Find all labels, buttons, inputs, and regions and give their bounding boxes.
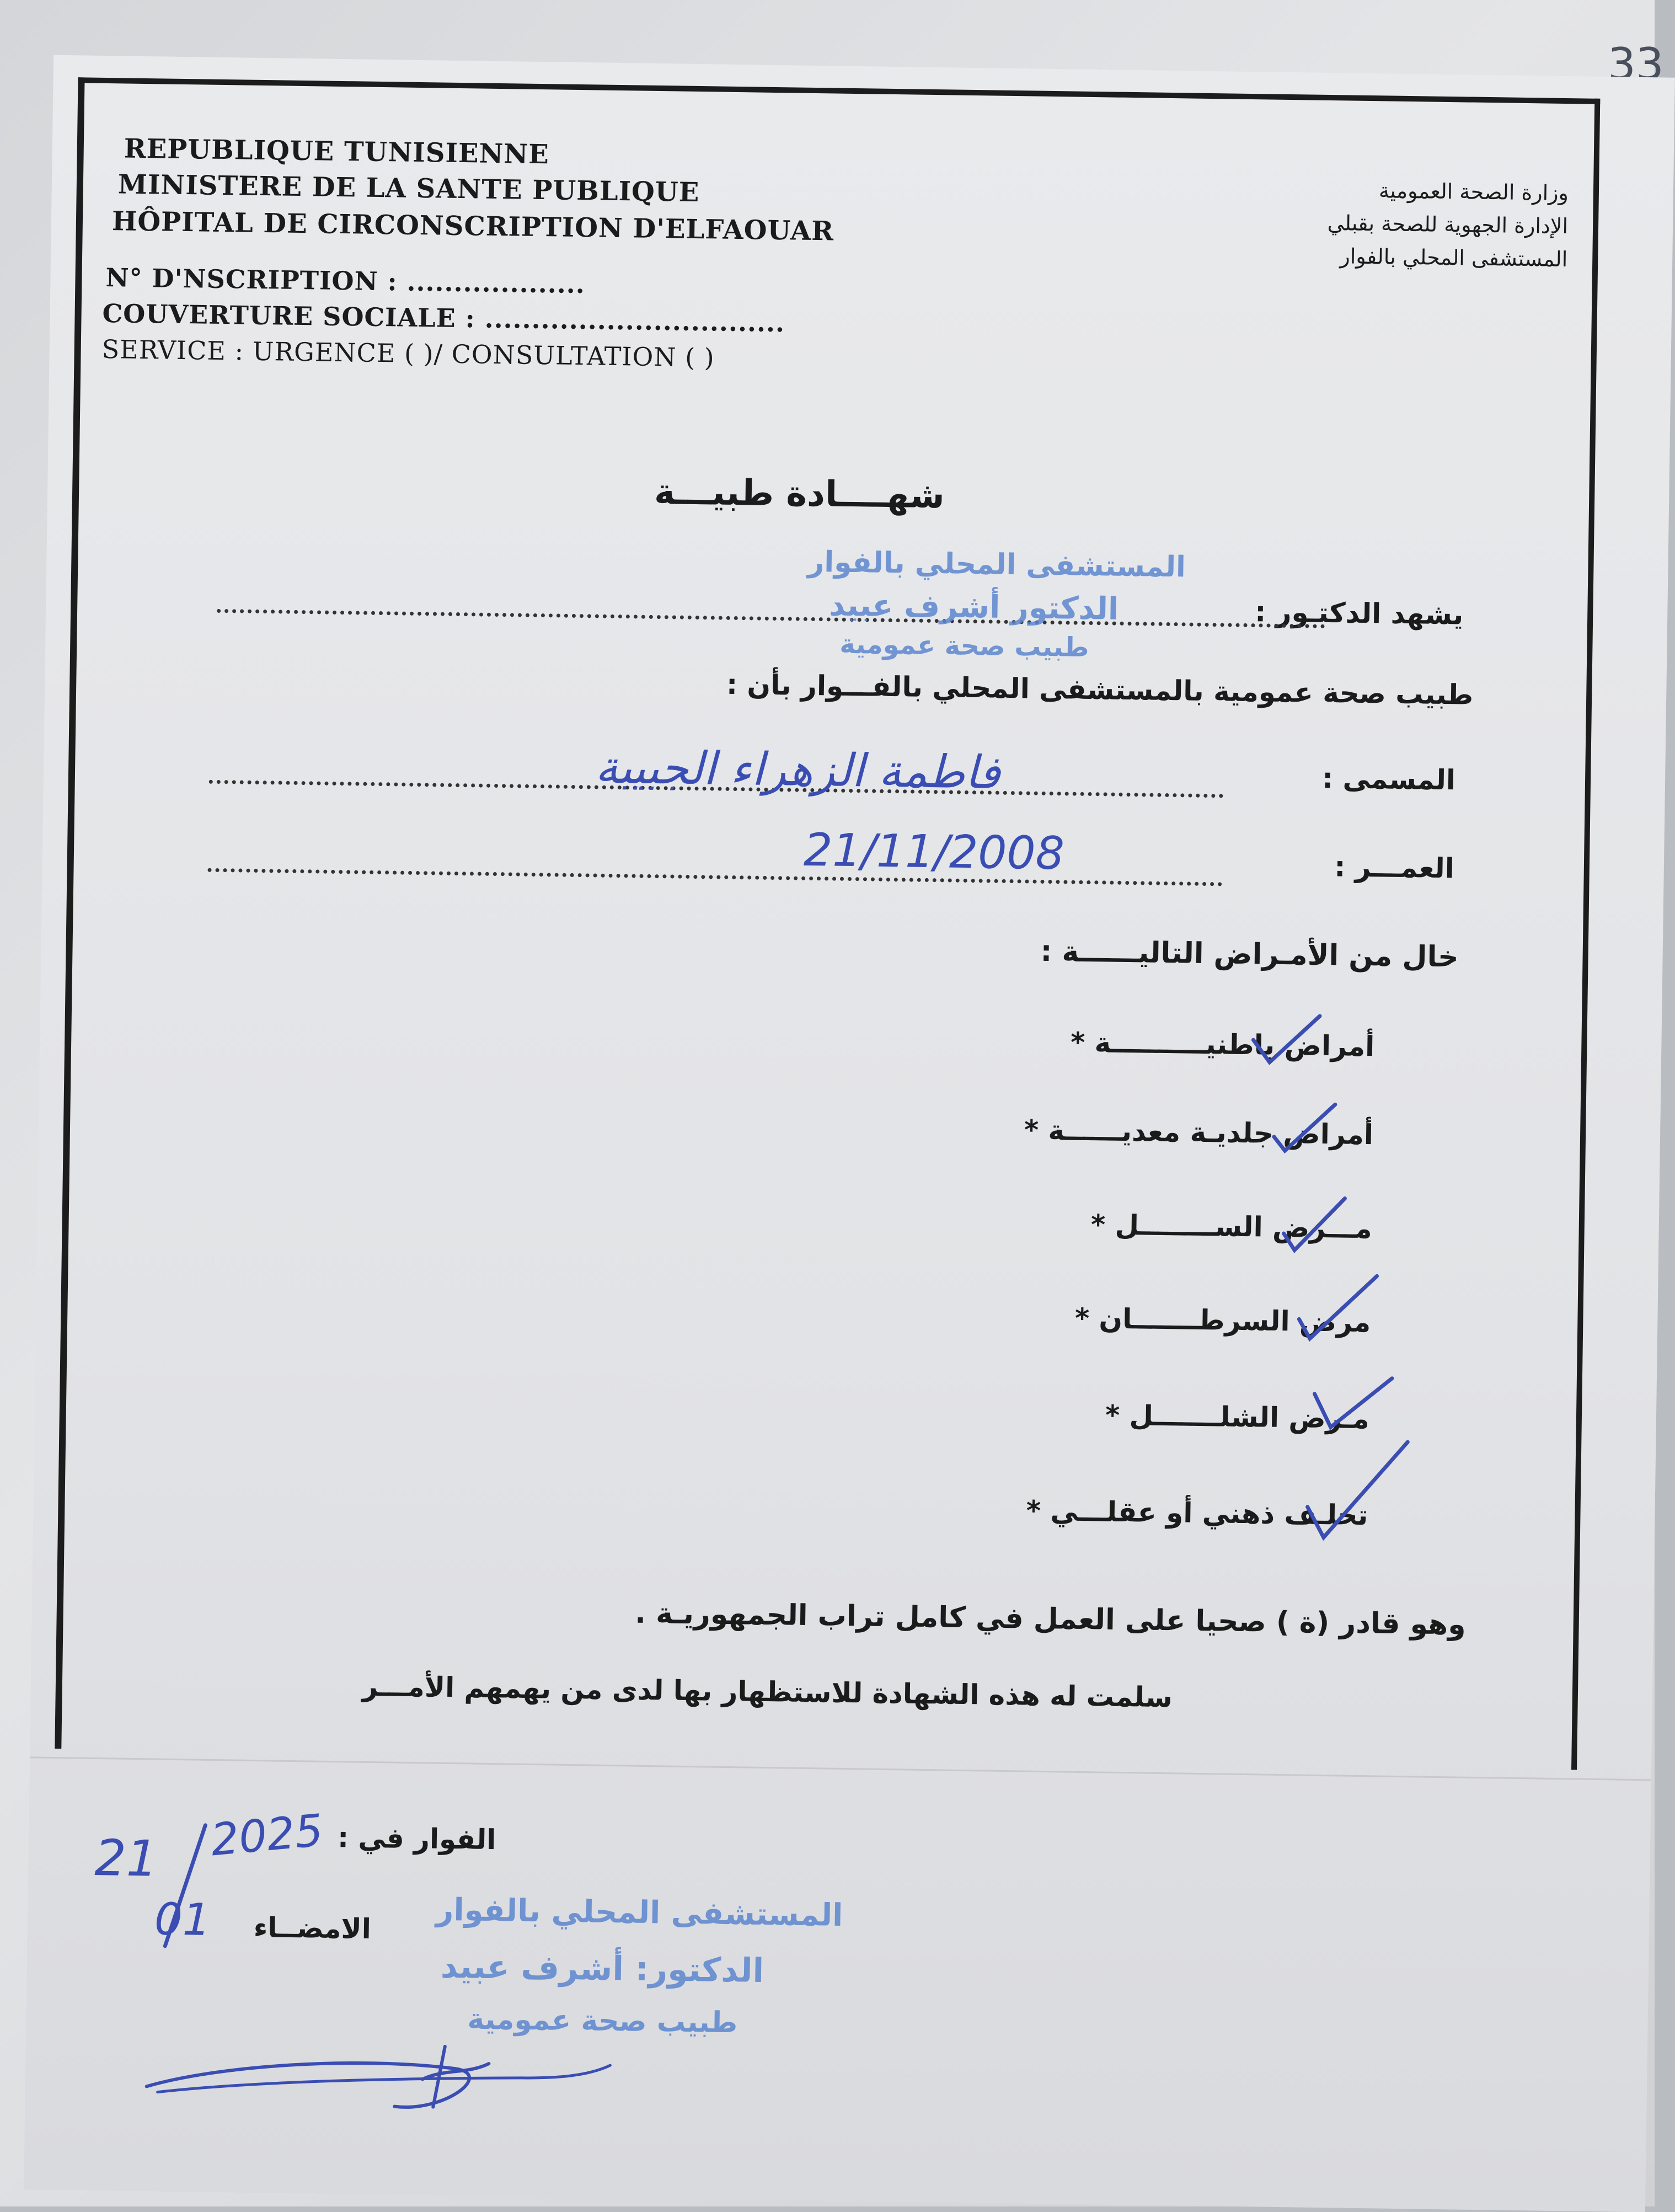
header-ministry: MINISTERE DE LA SANTE PUBLIQUE — [117, 169, 700, 209]
date-day: 21 — [94, 1829, 158, 1888]
disease-mental: تخلـف ذهني أو عقلـــي * — [1026, 1494, 1368, 1532]
place-date-label: الفوار في : — [337, 1821, 496, 1856]
header-region-ar: الإدارة الجهوية للصحة بقبلي — [1327, 210, 1569, 239]
signature-stamp-line1: المستشفى المحلي بالفوار — [435, 1892, 843, 1933]
doctor-stamp-line1: المستشفى المحلي بالفوار — [807, 545, 1186, 584]
doctor-stamp-line3: طبيب صحة عمومية — [839, 628, 1089, 663]
disease-internal: أمراض باطنيــــــــــة * — [1070, 1026, 1375, 1063]
service-field: SERVICE : URGENCE ( )/ CONSULTATION ( ) — [101, 334, 715, 373]
signature-label: الامضــاء — [253, 1911, 372, 1946]
inscription-field: N° D'NSCRIPTION : ................... — [105, 263, 586, 300]
checkmark-icon — [1278, 1192, 1351, 1259]
signature-stamp-line3: طبيب صحة عمومية — [467, 2002, 738, 2040]
checkmark-icon — [1268, 1098, 1341, 1160]
header-republic: REPUBLIQUE TUNISIENNE — [124, 133, 550, 170]
name-label: المسمى : — [1321, 762, 1456, 797]
certificate-title: شهــــادة طبيـــة — [654, 471, 945, 517]
page-number: 33 — [1608, 39, 1664, 90]
doctor-role-line: طبيب صحة عمومية بالمستشفى المحلي بالفـــوار بأن : — [726, 668, 1474, 711]
free-from-heading: خال من الأمـراض التاليــــــة : — [1040, 934, 1459, 974]
checkmark-icon — [1293, 1269, 1383, 1348]
age-label: العمـــر : — [1334, 851, 1455, 885]
disease-paralysis: مـرض الشلـــــــل * — [1105, 1399, 1370, 1435]
checkmark-icon — [1302, 1435, 1414, 1547]
date-year: 2025 — [208, 1804, 325, 1866]
age-handwritten: 21/11/2008 — [803, 824, 1065, 880]
checkmark-icon — [1248, 1009, 1326, 1071]
disease-cancer: مرض السرطـــــــان * — [1074, 1302, 1371, 1339]
signature-stamp-line2: الدكتور: أشرف عبيد — [440, 1947, 764, 1990]
doctor-label: يشهد الدكتـور : — [1255, 596, 1464, 631]
header-hospital-ar: المستشفى المحلي بالفوار — [1340, 244, 1568, 272]
checkmark-icon — [1308, 1372, 1398, 1439]
header-hospital: HÔPITAL DE CIRCONSCRIPTION D'ELFAOUAR — [111, 206, 834, 247]
date-month: 01 — [154, 1893, 211, 1946]
signature-scribble — [135, 2020, 633, 2126]
name-handwritten: فاطمة الزهراء الجبيبة — [595, 741, 1001, 799]
fitness-statement: وهو قادر (ة ) صحيا على العمل في كامل تراب الجمهوريـة . — [634, 1596, 1467, 1642]
certificate-paper — [24, 55, 1675, 2212]
couverture-field: COUVERTURE SOCIALE : ................................ — [102, 298, 785, 338]
doctor-stamp-line2: الدكتور أشرف عبيد — [828, 587, 1119, 627]
disease-tuberculosis: مـــرض الســــــــل * — [1090, 1209, 1373, 1245]
disease-skin: أمراض جلديـة معديــــــة * — [1024, 1114, 1374, 1151]
issued-statement: سلمت له هذه الشهادة للاستظهار بها لدى من يهمهم الأمـــر — [362, 1670, 1173, 1714]
header-ministry-ar: وزارة الصحة العمومية — [1378, 178, 1569, 206]
